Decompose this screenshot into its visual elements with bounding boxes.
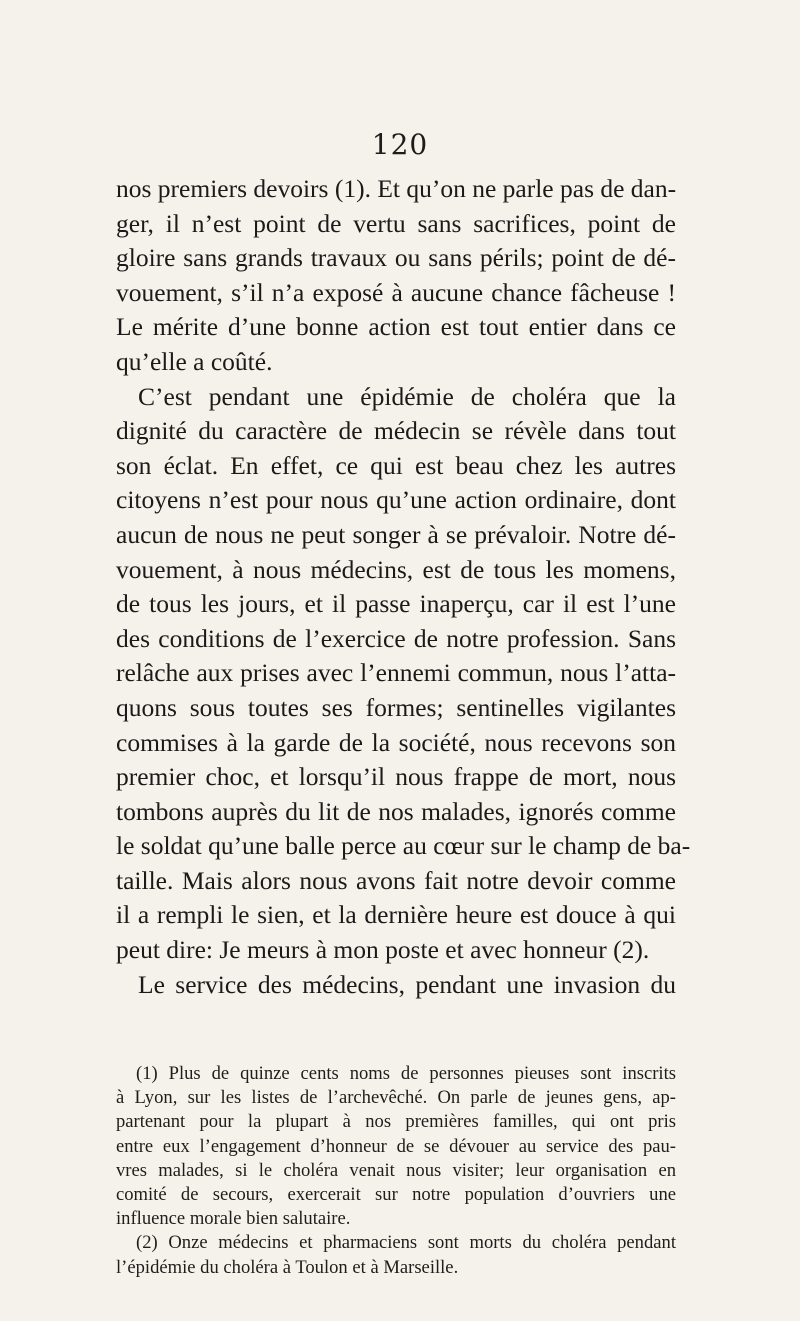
footnote-line: entre eux l’engagement d’honneur de se dévouer au service des pau- <box>116 1135 676 1157</box>
main-text <box>116 172 691 1002</box>
text-line: taille. Mais alors nous avons fait notre devoir comme <box>116 865 676 895</box>
text-line: dignité du caractère de médecin se révèle dans tout <box>116 416 676 446</box>
text-line: il a rempli le sien, et la dernière heure est douce à qui <box>116 900 676 930</box>
text-line: vouement, s’il n’a exposé à aucune chance fâcheuse ! <box>116 277 676 307</box>
text-line: C’est pendant une épidémie de choléra que la <box>138 381 676 411</box>
text-line: premier choc, et lorsqu’il nous frappe de mort, nous <box>116 762 676 792</box>
footnote-line: (1) Plus de quinze cents noms de personnes pieuses sont inscrits <box>136 1063 676 1084</box>
footnotes <box>116 1062 676 1280</box>
text-line: des conditions de l’exercice de notre profession. Sans <box>116 623 676 653</box>
text-line: ger, il n’est point de vertu sans sacrifices, point de <box>116 208 676 238</box>
text-line: Le mérite d’une bonne action est tout entier dans ce <box>116 312 676 342</box>
text-line: aucun de nous ne peut songer à se prévaloir. Notre dé- <box>116 519 676 549</box>
text-line: le soldat qu’une balle perce au cœur sur le champ de ba- <box>116 831 691 861</box>
footnote-line: vres malades, si le choléra venait nous visiter; leur organisation en <box>116 1159 676 1181</box>
text-line: tombons auprès du lit de nos malades, ignorés comme <box>116 796 676 826</box>
footnote-line: à Lyon, sur les listes de l’archevêché. On parle de jeunes gens, ap- <box>116 1087 676 1109</box>
text-line: peut dire: Je meurs à mon poste et avec honneur (2). <box>116 935 650 965</box>
text-line: qu’elle a coûté. <box>116 346 273 376</box>
footnote-line: partenant pour la plupart à nos premières familles, qui ont pris <box>116 1111 676 1133</box>
page-number: 120 <box>371 128 429 161</box>
text-line: Le service des médecins, pendant une invasion du <box>138 969 676 999</box>
text-line: commises à la garde de la société, nous recevons son <box>116 727 676 757</box>
text-line: nos premiers devoirs (1). Et qu’on ne parle pas de dan- <box>116 174 677 203</box>
text-line: vouement, à nous médecins, est de tous les momens, <box>116 554 676 584</box>
text-line: gloire sans grands travaux ou sans périls; point de dé- <box>116 243 676 273</box>
footnote-line: comité de secours, exercerait sur notre population d’ouvriers une <box>116 1183 676 1205</box>
text-line: relâche aux prises avec l’ennemi commun, nous l’atta- <box>116 658 676 688</box>
footnote-line: influence morale bien salutaire. <box>116 1208 351 1230</box>
footnote-line: (2) Onze médecins et pharmaciens sont morts du choléra pendant <box>136 1232 676 1254</box>
text-line: de tous les jours, et il passe inaperçu, car il est l’une <box>116 589 676 619</box>
footnote-line: l’épidémie du choléra à Toulon et à Marseille. <box>116 1256 459 1278</box>
text-line: son éclat. En effet, ce qui est beau chez les autres <box>116 450 676 480</box>
text-line: quons sous toutes ses formes; sentinelles vigilantes <box>116 692 676 722</box>
text-line: citoyens n’est pour nous qu’une action ordinaire, dont <box>116 485 676 515</box>
